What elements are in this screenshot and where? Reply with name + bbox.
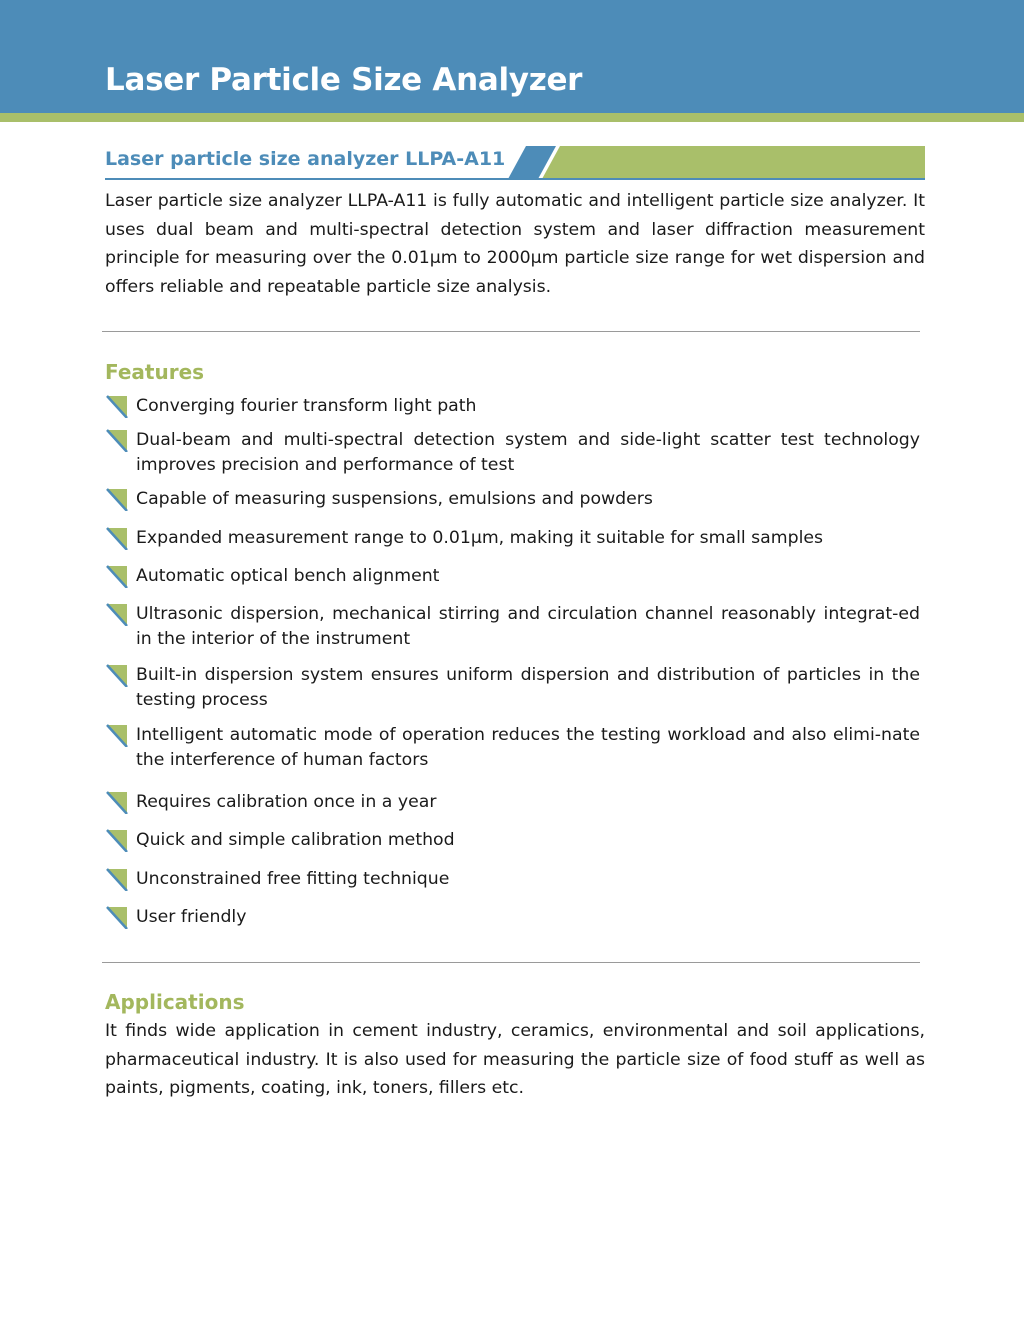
feature-text: User friendly <box>136 907 247 927</box>
triangle-bullet-icon <box>105 526 129 550</box>
triangle-bullet-icon <box>105 867 129 891</box>
product-heading-bar <box>105 146 925 180</box>
triangle-bullet-icon <box>105 394 129 418</box>
feature-text: Dual-beam and multi-spectral detection system and side-light scatter test technology improves precision and performance of test <box>136 430 920 475</box>
feature-text: Requires calibration once in a year <box>136 792 437 812</box>
features-heading: Features <box>105 360 205 384</box>
section-divider <box>102 331 920 332</box>
applications-text: It finds wide application in cement industry, ceramics, environmental and soil applications, pharmaceutical industry. It is also used for measuring the particle size of food stuff as well as paints, pigments, coating, ink, toners, fillers etc. <box>105 1021 925 1098</box>
triangle-bullet-icon <box>105 487 129 511</box>
feature-text: Built-in dispersion system ensures uniform dispersion and distribution of particles in the testing process <box>136 665 920 710</box>
page-title: Laser Particle Size Analyzer <box>105 62 583 98</box>
product-heading-underline <box>105 178 925 180</box>
feature-text: Unconstrained free fitting technique <box>136 869 450 889</box>
feature-text: Converging fourier transform light path <box>136 396 477 416</box>
header-accent-stripe <box>0 113 1024 122</box>
feature-text: Quick and simple calibration method <box>136 830 455 850</box>
feature-text: Expanded measurement range to 0.01μm, making it suitable for small samples <box>136 528 824 548</box>
triangle-bullet-icon <box>105 905 129 929</box>
triangle-bullet-icon <box>105 428 129 452</box>
triangle-bullet-icon <box>105 723 129 747</box>
product-description: Laser particle size analyzer LLPA-A11 is fully automatic and intelligent particle size analyzer. It uses dual beam and multi-spectral detection system and laser diffraction measurement principle for measuring over the 0.01μm to 2000μm particle size range for wet dispersion and offers reliable and repeatable particle size analysis. <box>105 191 925 297</box>
feature-text: Intelligent automatic mode of operation reduces the testing workload and also elimi-nate the interference of human factors <box>136 725 920 770</box>
feature-text: Automatic optical bench alignment <box>136 566 440 586</box>
feature-text: Ultrasonic dispersion, mechanical stirring and circulation channel reasonably integrat-ed in the interior of the instrument <box>136 604 920 649</box>
heading-decoration <box>500 146 925 179</box>
section-divider <box>102 962 920 963</box>
triangle-bullet-icon <box>105 790 129 814</box>
applications-heading: Applications <box>105 990 245 1014</box>
triangle-bullet-icon <box>105 663 129 687</box>
feature-text: Capable of measuring suspensions, emulsions and powders <box>136 489 653 509</box>
triangle-bullet-icon <box>105 564 129 588</box>
product-heading: Laser particle size analyzer LLPA-A11 <box>105 148 506 170</box>
triangle-bullet-icon <box>105 602 129 626</box>
triangle-bullet-icon <box>105 828 129 852</box>
